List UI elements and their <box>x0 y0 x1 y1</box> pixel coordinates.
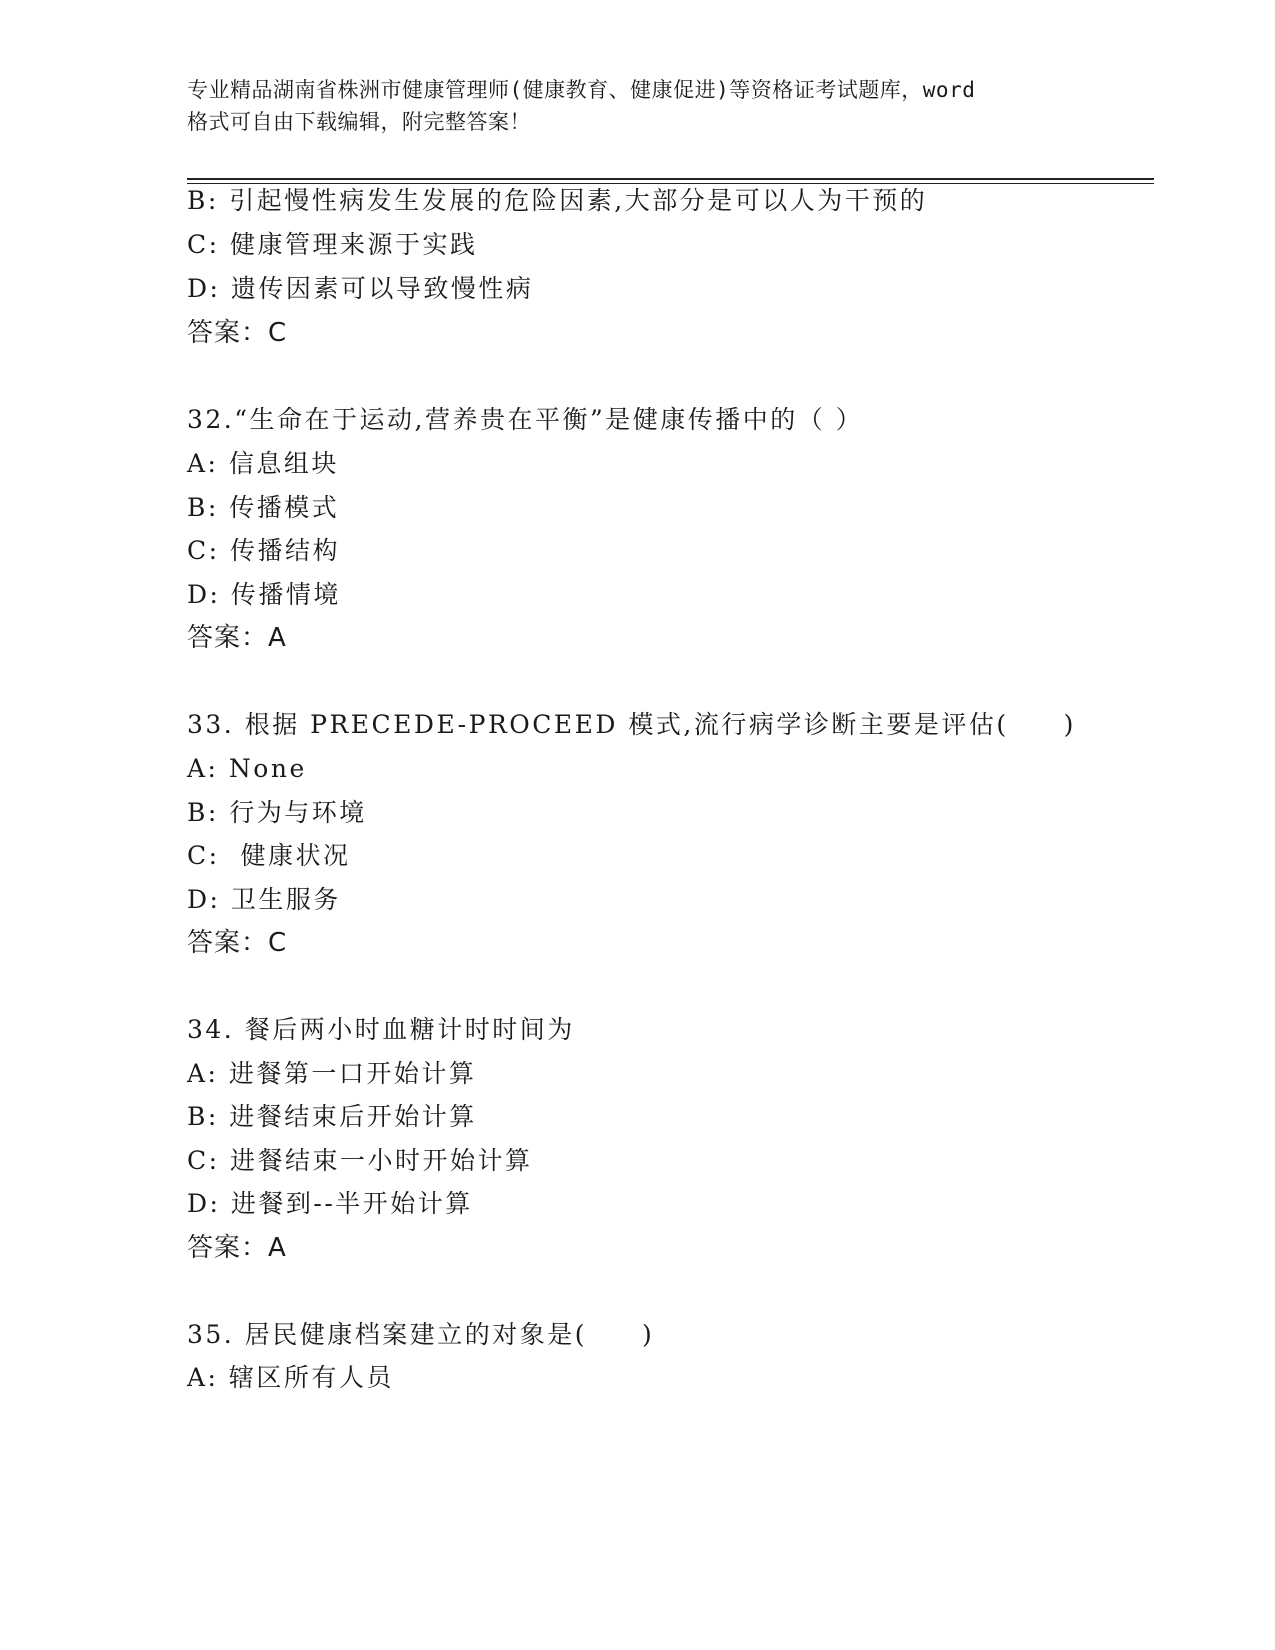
q34-answer: 答案：A <box>187 1233 287 1263</box>
q32-option-b: B: 传播模式 <box>187 493 340 522</box>
q34-option-d: D: 进餐到--半开始计算 <box>187 1189 473 1218</box>
header-divider-bottom <box>187 183 1154 184</box>
q33-answer: 答案：C <box>187 928 288 958</box>
q33-question: 33. 根据 PRECEDE-PROCEED 模式,流行病学诊断主要是评估( ) <box>187 710 1076 739</box>
q33-option-b: B: 行为与环境 <box>187 798 367 827</box>
q31-option-d: D: 遗传因素可以导致慢性病 <box>187 274 534 303</box>
q34-option-b: B: 进餐结束后开始计算 <box>187 1102 477 1131</box>
q32-option-c: C: 传播结构 <box>187 536 340 565</box>
q33-option-c: C: 健康状况 <box>187 841 351 870</box>
q34-question: 34. 餐后两小时血糖计时时间为 <box>187 1015 575 1044</box>
q32-option-d: D: 传播情境 <box>187 580 341 609</box>
q33-option-d: D: 卫生服务 <box>187 885 341 914</box>
q35-question: 35. 居民健康档案建立的对象是( ) <box>187 1320 655 1349</box>
document-header <box>187 74 1107 138</box>
q32-answer: 答案：A <box>187 623 287 653</box>
header-divider-top <box>187 178 1154 180</box>
header-line-1: 专业精品湖南省株洲市健康管理师(健康教育、健康促进)等资格证考试题库，word <box>187 78 976 102</box>
q32-question: 32.“生命在于运动,营养贵在平衡”是健康传播中的（ ） <box>187 405 864 434</box>
q35-option-a: A: 辖区所有人员 <box>187 1363 394 1392</box>
q32-option-a: A: 信息组块 <box>187 449 339 478</box>
q33-option-a: A: None <box>187 754 307 783</box>
q34-option-c: C: 进餐结束一小时开始计算 <box>187 1146 533 1175</box>
q31-option-c: C: 健康管理来源于实践 <box>187 230 478 259</box>
q31-option-b: B: 引起慢性病发生发展的危险因素,大部分是可以人为干预的 <box>187 186 928 215</box>
q34-option-a: A: 进餐第一口开始计算 <box>187 1059 477 1088</box>
q31-answer: 答案：C <box>187 318 288 348</box>
header-line-2: 格式可自由下载编辑，附完整答案！ <box>187 110 531 134</box>
